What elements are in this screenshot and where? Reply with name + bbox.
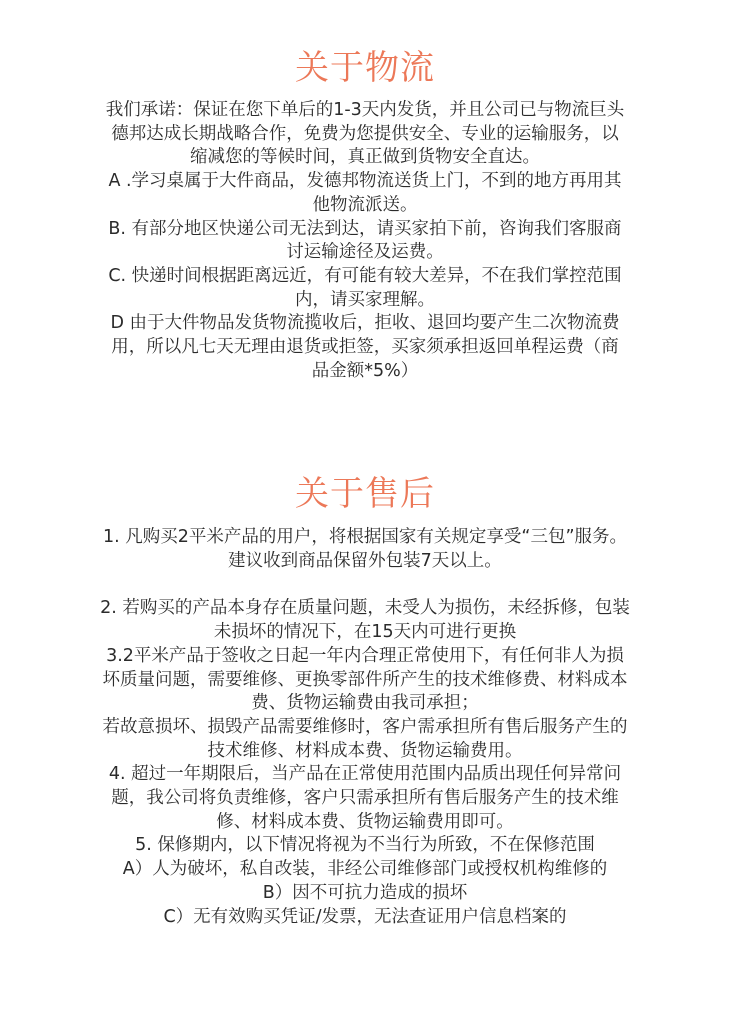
paragraph-spacer — [100, 573, 630, 597]
aftersale-item-4: 4. 超过一年期限后，当产品在正常使用范围内品质出现任何异常问题，我公司将负责维修，客户只需承担所有售后服务产生的技术维修、材料成本费、货物运输费用即可。 — [108, 764, 622, 832]
logistics-item-c: C. 快递时间根据距离远近，有可能有较大差异，不在我们掌控范围内，请买家理解。 — [108, 265, 622, 310]
aftersale-item-2: 2. 若购买的产品本身存在质量问题，未受人为损伤，未经拆修，包装未损坏的情况下，在15天内可进行更换 — [100, 598, 630, 643]
aftersale-exclusion-a: A）人为破坏，私自改装，非经公司维修部门或授权机构维修的 — [122, 859, 608, 880]
aftersale-title: 关于售后 — [295, 474, 435, 514]
logistics-item-a: A .学习桌属于大件商品，发德邦物流送货上门，不到的地方再用其他物流派送。 — [108, 171, 622, 215]
aftersale-item-1: 1. 凡购买2平米产品的用户，将根据国家有关规定享受“三包”服务。建议收到商品保留外包装7天以上。 — [102, 527, 628, 571]
aftersale-damage-note: 若故意损坏、损毁产品需要维修时，客户需承担所有售后服务产生的技术维修、材料成本费、货物运输费用。 — [102, 716, 628, 761]
logistics-item-d: D 由于大件物品发货物流揽收后，拒收、退回均要产生二次物流费用，所以凡七天无理由退货或拒签，买家须承担返回单程运费（商品金额*5%） — [110, 313, 620, 381]
aftersale-exclusion-c: C）无有效购买凭证/发票，无法查证用户信息档案的 — [163, 906, 567, 927]
logistics-promise: 我们承诺：保证在您下单后的1-3天内发货，并且公司已与物流巨头德邦达成长期战略合作，免费为您提供安全、专业的运输服务，以缩减您的等候时间，真正做到货物安全直达。 — [105, 100, 625, 168]
logistics-title: 关于物流 — [295, 48, 435, 88]
aftersale-body — [100, 526, 630, 929]
aftersale-item-3: 3.2平米产品于签收之日起一年内合理正常使用下，有任何非人为损坏质量问题，需要维修、更换零部件所产生的技术维修费、材料成本费、货物运输费由我司承担； — [102, 645, 628, 714]
logistics-item-b: B. 有部分地区快递公司无法到达，请买家拍下前，咨询我们客服商讨运输途径及运费。 — [108, 218, 622, 263]
aftersale-exclusion-b: B）因不可抗力造成的损坏 — [262, 882, 468, 903]
logistics-body — [105, 99, 625, 383]
aftersale-item-5: 5. 保修期内，以下情况将视为不当行为所致，不在保修范围 — [135, 835, 595, 856]
